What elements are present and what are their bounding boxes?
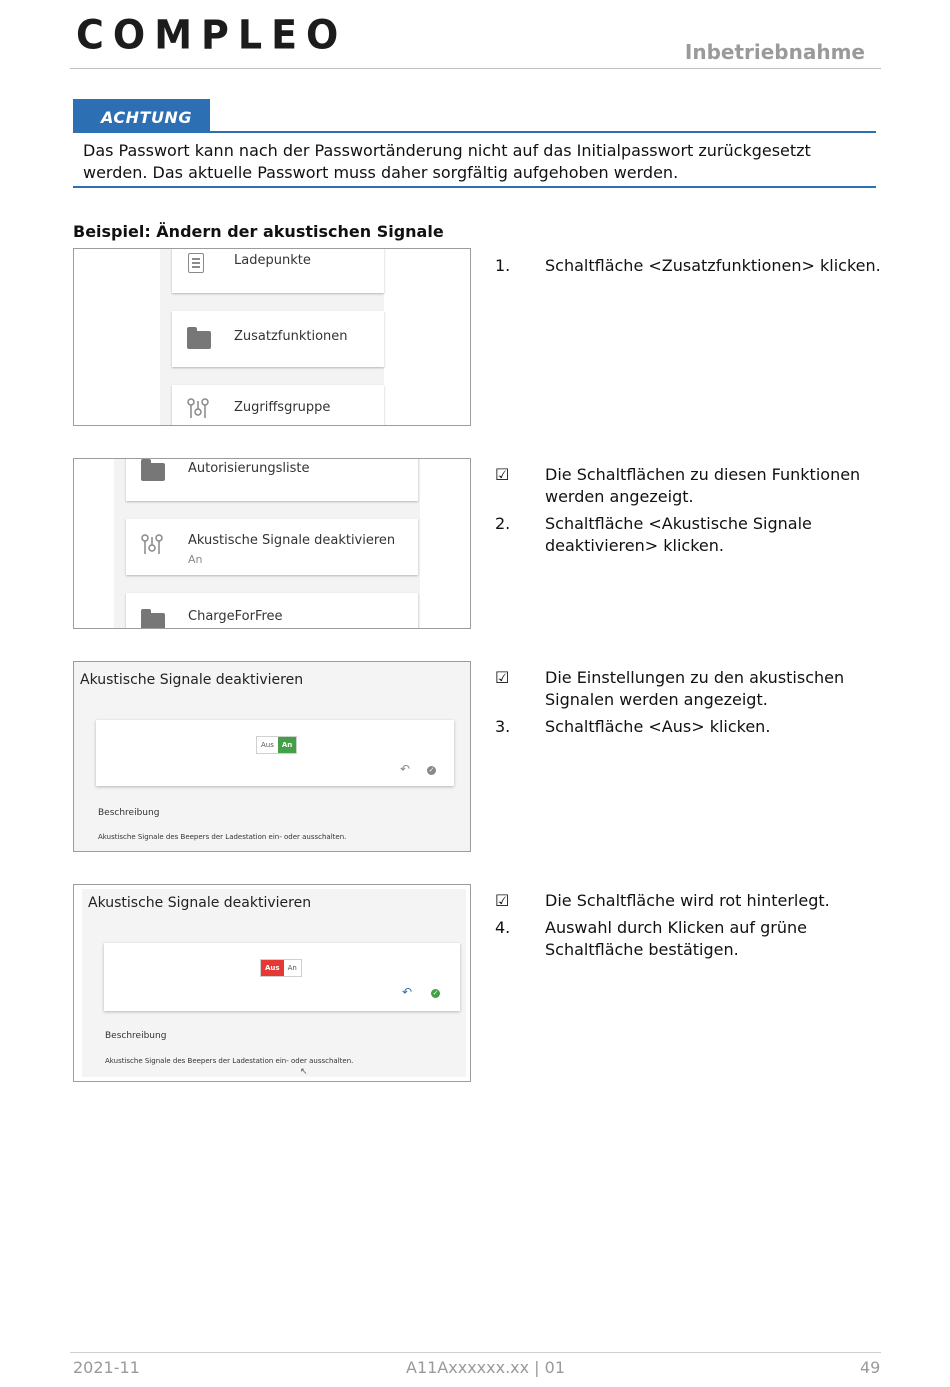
list-icon (188, 253, 204, 273)
on-off-toggle[interactable] (260, 959, 302, 977)
menu-item-sublabel: An (188, 553, 203, 566)
header-divider (70, 68, 881, 69)
logo-wordmark: COMPLEO (76, 11, 348, 59)
page-section-title: Inbetriebnahme (684, 40, 865, 64)
menu-item-akustische-signale[interactable] (126, 519, 418, 575)
confirm-check-icon[interactable]: ✓ (428, 766, 435, 774)
warning-top-rule (73, 131, 876, 133)
dialog-title: Akustische Signale deaktivieren (88, 895, 312, 911)
confirm-check-icon[interactable]: ✓ (432, 989, 439, 997)
warning-label: ACHTUNG (73, 99, 210, 131)
footer-doc-id: A11Axxxxxx.xx | 01 (406, 1358, 566, 1377)
result-1: ☑ Die Schaltflächen zu diesen Funktionen werden angezeigt. (495, 465, 861, 506)
cursor-icon: ↖ (300, 1067, 308, 1077)
step-4: 4. Auswahl durch Klicken auf grüne Schaltfläche bestätigen. (495, 918, 807, 959)
screenshot-dialog-1 (73, 661, 471, 852)
checkbox-icon: ☑ (495, 891, 510, 910)
sliders-icon (140, 533, 164, 555)
menu-item-ladepunkte[interactable] (172, 248, 384, 293)
menu-item-label: Zusatzfunktionen (234, 329, 348, 344)
menu-item-chargeforfree[interactable] (126, 593, 418, 629)
result-2: ☑ Die Einstellungen zu den akustischen Signalen werden angezeigt. (495, 668, 845, 709)
step-3: 3. Schaltfläche <Aus> klicken. (495, 717, 771, 736)
toggle-card (104, 943, 460, 1011)
toggle-off-button[interactable]: Aus (261, 960, 284, 976)
footer-page-number: 49 (860, 1358, 881, 1377)
step-1: 1. Schaltfläche <Zusatzfunktionen> klicken. (495, 256, 881, 275)
undo-icon[interactable]: ↶ (402, 985, 413, 999)
menu-item-label: Akustische Signale deaktivieren (188, 533, 396, 548)
description-text: Akustische Signale des Beepers der Ladestation ein- oder ausschalten. (105, 1057, 354, 1065)
result-3: ☑ Die Schaltfläche wird rot hinterlegt. (495, 891, 830, 910)
description-heading: Beschreibung (98, 808, 160, 818)
menu-item-label: Autorisierungsliste (188, 461, 310, 476)
menu-item-label: Zugriffsgruppe (234, 400, 331, 415)
example-heading: Beispiel: Ändern der akustischen Signale (73, 222, 444, 241)
sliders-icon (186, 397, 210, 419)
screenshot-dialog-2 (73, 884, 471, 1082)
footer-date: 2021-11 (73, 1358, 140, 1377)
menu-item-label: ChargeForFree (188, 609, 283, 624)
warning-bottom-rule (73, 186, 876, 188)
on-off-toggle[interactable] (256, 736, 297, 754)
screenshot-menu-1 (73, 248, 471, 426)
step-2: 2. Schaltfläche <Akustische Signale deaktivieren> klicken. (495, 514, 812, 555)
screenshot-menu-2 (73, 458, 471, 629)
description-heading: Beschreibung (105, 1031, 167, 1041)
menu-item-label: Ladepunkte (234, 253, 311, 268)
checkbox-icon: ☑ (495, 668, 510, 687)
menu-item-zugriffsgruppe[interactable] (172, 385, 384, 426)
folder-icon (141, 463, 165, 481)
menu-item-zusatzfunktionen[interactable] (172, 311, 384, 367)
checkbox-icon: ☑ (495, 465, 510, 484)
undo-icon[interactable]: ↶ (400, 762, 411, 776)
description-text: Akustische Signale des Beepers der Ladestation ein- oder ausschalten. (98, 833, 347, 841)
folder-icon (187, 331, 211, 349)
toggle-on-button[interactable]: An (287, 964, 297, 972)
folder-icon (141, 613, 165, 629)
menu-item-autorisierungsliste[interactable] (126, 458, 418, 501)
toggle-card (96, 720, 454, 786)
warning-text: Das Passwort kann nach der Passwortänderung nicht auf das Initialpasswort zurückgesetzt werden. Das aktuelle Passwort muss daher sorgfältig aufgehoben werden. (83, 141, 811, 182)
dialog-title: Akustische Signale deaktivieren (80, 672, 304, 688)
compleo-logo (70, 8, 348, 62)
toggle-off-button[interactable]: Aus (261, 741, 274, 749)
footer-divider (70, 1352, 881, 1353)
toggle-on-button[interactable]: An (278, 737, 296, 753)
